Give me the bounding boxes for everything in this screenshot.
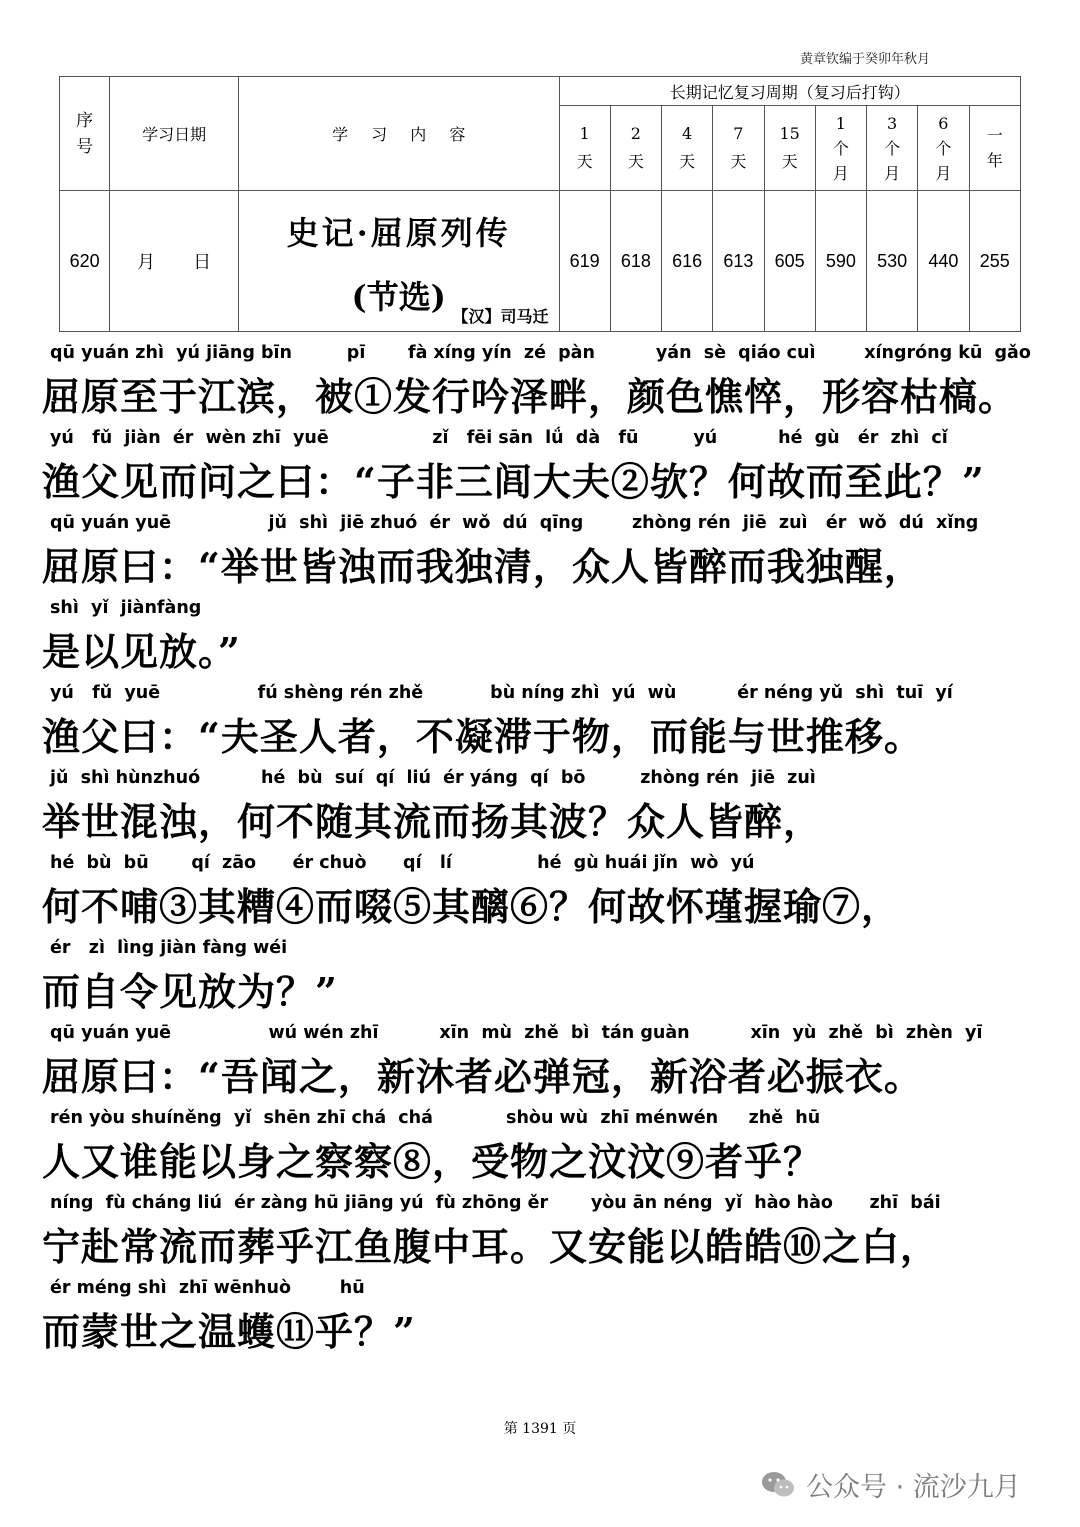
interval-label: 7 <box>733 124 744 143</box>
review-schedule-table <box>59 76 1021 332</box>
header-interval <box>867 106 918 191</box>
value-cell: 613 <box>713 191 764 332</box>
wechat-icon <box>760 1470 796 1500</box>
text-line <box>42 1186 1052 1271</box>
date-month: 月 <box>137 252 156 272</box>
interval-label: 2 <box>630 124 641 143</box>
text-line <box>42 846 1052 931</box>
value-cell: 618 <box>610 191 661 332</box>
watermark <box>760 1465 1021 1504</box>
row-date <box>110 191 239 332</box>
row-seq: 620 <box>60 191 110 332</box>
text-title: 史记·屈原列传 <box>286 214 511 252</box>
interval-label: 个 <box>935 138 952 158</box>
annotated-text <box>42 336 1052 1356</box>
hanzi-line: 是以见放。” <box>42 629 241 674</box>
hanzi-line: 而自令见放为？” <box>42 969 338 1014</box>
pinyin-line: qū yuán yuē wú wén zhī xīn mù zhě bì tán guàn xīn yù zhě bì zhèn yī <box>50 1023 983 1043</box>
interval-label: 3 <box>887 113 898 133</box>
pinyin-line: jǔ shì hùnzhuó hé bù suí qí liú ér yáng qí bō zhòng rén jiē zuì <box>50 768 816 788</box>
header-seq-label: 序号 <box>76 110 94 157</box>
row-content <box>238 191 559 332</box>
header-interval <box>815 106 866 191</box>
interval-label: 4 <box>682 124 693 143</box>
pinyin-line: qū yuán yuē jǔ shì jiē zhuó ér wǒ dú qīng zhòng rén jiē zuì ér wǒ dú xǐng <box>50 513 979 533</box>
text-line <box>42 591 1052 676</box>
pinyin-line: hé bù bū qí zāo ér chuò qí lí hé gù huái jǐn wò yú <box>50 853 755 873</box>
interval-label: 15 <box>779 124 800 143</box>
pinyin-line: rén yòu shuíněng yǐ shēn zhī chá chá shòu wù zhī ménwén zhě hū <box>50 1108 821 1128</box>
text-line <box>42 506 1052 591</box>
pinyin-line: qū yuán zhì yú jiāng bīn pī fà xíng yín zé pàn yán sè qiáo cuì xíngróng kū gǎo <box>50 343 1031 363</box>
date-day: 日 <box>193 252 212 272</box>
interval-label: 天 <box>730 152 747 171</box>
header-interval <box>764 106 815 191</box>
interval-label: 1 <box>579 124 590 143</box>
value-cell: 619 <box>559 191 610 332</box>
watermark-text: 公众号 · 流沙九月 <box>806 1472 1021 1503</box>
interval-label: 1 <box>835 113 846 133</box>
pinyin-line: ér zì lìng jiàn fàng wéi <box>50 938 288 958</box>
interval-label: 个 <box>832 138 849 158</box>
hanzi-line: 举世混浊，何不随其流而扬其波？众人皆醉， <box>42 799 823 844</box>
hanzi-line: 宁赴常流而葬乎江鱼腹中耳。又安能以皓皓⑩之白， <box>42 1224 940 1269</box>
text-line <box>42 761 1052 846</box>
pinyin-line: yú fǔ jiàn ér wèn zhī yuē zǐ fēi sān lǘ dà fū yú hé gù ér zhì cǐ <box>50 428 948 448</box>
text-line <box>42 1016 1052 1101</box>
text-line <box>42 931 1052 1016</box>
pinyin-line: shì yǐ jiànfàng <box>50 598 202 618</box>
hanzi-line: 屈原曰：“举世皆浊而我独清，众人皆醉而我独醒， <box>42 544 923 589</box>
header-interval <box>713 106 764 191</box>
hanzi-line: 渔父曰：“夫圣人者，不凝滞于物，而能与世推移。 <box>42 714 923 759</box>
hanzi-line: 而蒙世之温蠖⑪乎？” <box>42 1309 416 1354</box>
header-review-cycle: 长期记忆复习周期（复习后打钩） <box>559 77 1020 106</box>
text-author: 【汉】司马迁 <box>452 307 549 326</box>
value-cell: 605 <box>764 191 815 332</box>
pinyin-line: ér méng shì zhī wēnhuò hū <box>50 1278 365 1298</box>
header-date: 学习日期 <box>110 77 239 191</box>
hanzi-line: 渔父见而问之曰：“子非三闾大夫②欤？何故而至此？” <box>42 459 985 504</box>
header-seq <box>60 77 110 191</box>
page-number: 第 1391 页 <box>503 1421 577 1437</box>
header-interval <box>559 106 610 191</box>
hanzi-line: 何不哺③其糟④而啜⑤其醨⑥？何故怀瑾握瑜⑦， <box>42 884 901 929</box>
interval-label: 天 <box>781 152 798 171</box>
text-line <box>42 1271 1052 1356</box>
compiler-note: 黄章钦编于癸卯年秋月 <box>800 52 931 67</box>
value-cell: 616 <box>662 191 713 332</box>
text-line <box>42 421 1052 506</box>
text-subtitle: (节选) <box>351 278 446 316</box>
text-line <box>42 336 1052 421</box>
interval-label: 天 <box>679 152 696 171</box>
text-line <box>42 676 1052 761</box>
header-content: 学 习 内 容 <box>238 77 559 191</box>
value-cell: 255 <box>969 191 1020 332</box>
interval-label: 月 <box>832 163 849 183</box>
value-cell: 440 <box>918 191 969 332</box>
pinyin-line: níng fù cháng liú ér zàng hū jiāng yú fù zhōng ěr yòu ān néng yǐ hào hào zhī bái <box>50 1193 941 1213</box>
interval-label: 月 <box>935 163 952 183</box>
header-interval <box>610 106 661 191</box>
hanzi-line: 屈原曰：“吾闻之，新沐者必弹冠，新浴者必振衣。 <box>42 1054 923 1099</box>
hanzi-line: 人又谁能以身之察察⑧，受物之汶汶⑨者乎？ <box>42 1139 823 1184</box>
pinyin-line: yú fǔ yuē fú shèng rén zhě bù níng zhì yú wù ér néng yǔ shì tuī yí <box>50 683 953 703</box>
text-line <box>42 1101 1052 1186</box>
header-interval <box>918 106 969 191</box>
interval-label: 天 <box>627 152 644 171</box>
header-interval <box>662 106 713 191</box>
value-cell: 590 <box>815 191 866 332</box>
interval-label: 个 <box>884 138 901 158</box>
interval-label: 天 <box>576 152 593 171</box>
header-interval <box>969 106 1020 191</box>
interval-label: 6 <box>938 113 949 133</box>
interval-label: 年 <box>986 151 1003 170</box>
hanzi-line: 屈原至于江滨，被①发行吟泽畔，颜色憔悴，形容枯槁。 <box>42 374 1018 419</box>
interval-label: 月 <box>884 163 901 183</box>
interval-label: 一 <box>986 126 1003 145</box>
value-cell: 530 <box>867 191 918 332</box>
